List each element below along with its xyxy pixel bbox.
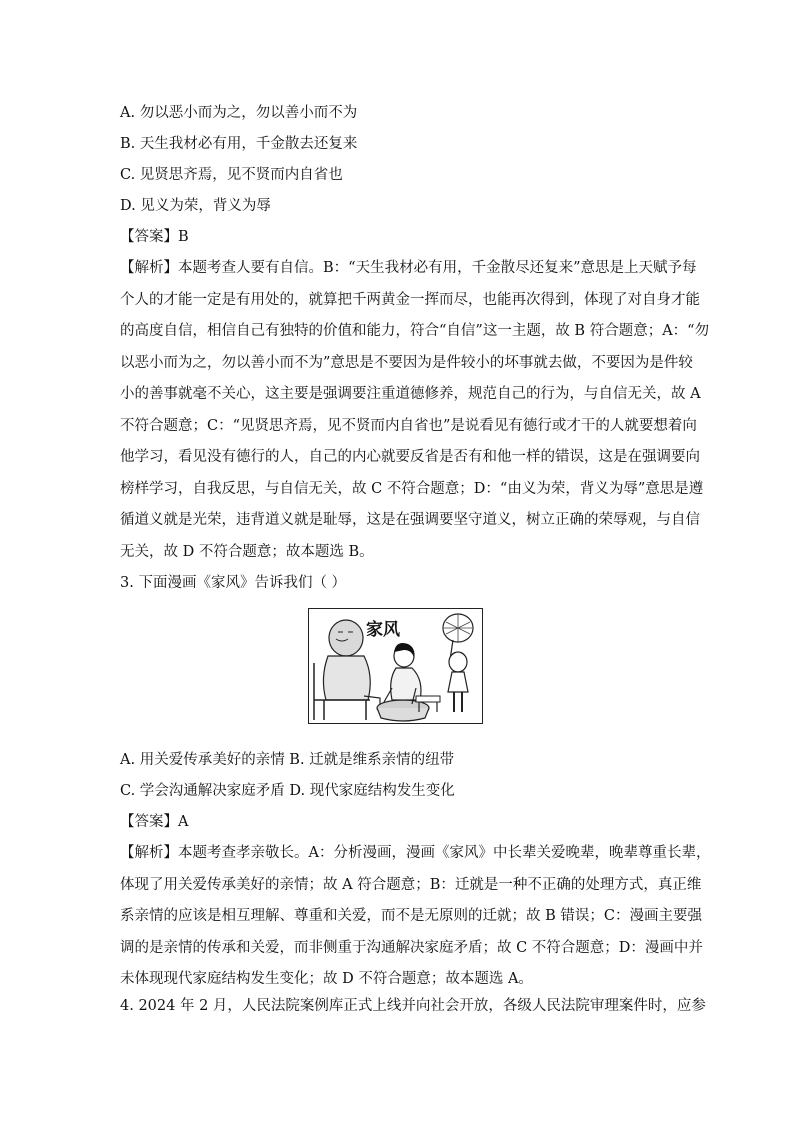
analysis-line: 循道义就是光荣，违背道义就是耻辱，这是在强调要坚守道义，树立正确的荣辱观，与自信 bbox=[120, 512, 700, 528]
analysis-line: 个人的才能一定是有用处的，就算把千两黄金一挥而尽，也能再次得到，体现了对自身才能 bbox=[120, 291, 700, 308]
q3-options-row-1: A. 用关爱传承美好的亲情 B. 迁就是维系亲情的纽带 bbox=[120, 752, 455, 768]
cartoon-family-style bbox=[308, 608, 483, 724]
analysis-line: 的高度自信，相信自己有独特的价值和能力，符合“自信”这一主题，故 B 符合题意；A：“勿 bbox=[120, 323, 710, 339]
analysis-line: 小的善事就毫不关心，这主要是强调要注重道德修养，规范自己的行为，与自信无关，故 A bbox=[120, 386, 701, 402]
analysis-paragraph bbox=[120, 843, 711, 989]
analysis-line: 榜样学习，自我反思，与自信无关，故 C 不符合题意；D：“由义为荣，背义为辱”意思是遵 bbox=[120, 480, 704, 497]
analysis-line: 不符合题意；C：“见贤思齐焉，见不贤而内自省也”是说看见有德行或才干的人就要想着向 bbox=[120, 417, 697, 434]
analysis-paragraph bbox=[120, 258, 710, 562]
analysis-line: 【解析】本题考查孝亲敬长。A：分析漫画，漫画《家风》中长辈关爱晚辈，晚辈尊重长辈， bbox=[120, 845, 711, 861]
cartoon-title: 家风 bbox=[366, 620, 400, 640]
analysis-line: 【解析】本题考查人要有自信。B：“天生我材必有用，千金散尽还复来”意思是上天赋予每 bbox=[120, 260, 697, 276]
q3-options-row-2: C. 学会沟通解决家庭矛盾 D. 现代家庭结构发生变化 bbox=[120, 783, 455, 799]
option-c: C. 见贤思齐焉，见不贤而内自省也 bbox=[120, 167, 343, 183]
answer-label: 【答案】B bbox=[120, 229, 189, 245]
analysis-line: 以恶小而为之，勿以善小而不为”意思是不要因为是件较小的坏事就去做，不要因为是件较 bbox=[120, 354, 693, 371]
analysis-line: 体现了用关爱传承美好的亲情；故 A 符合题意；B：迁就是一种不正确的处理方式，真正维 bbox=[120, 876, 702, 893]
analysis-line: 他学习，看见没有德行的人，自己的内心就要反省是否有和他一样的错误，这是在强调要向 bbox=[120, 449, 700, 465]
analysis-line: 无关，故 D 不符合题意；故本题选 B。 bbox=[120, 543, 374, 560]
analysis-line: 系亲情的应该是相互理解、尊重和关爱，而不是无原则的迁就；故 B 错误；C：漫画主要强 bbox=[120, 908, 702, 924]
option-d: D. 见义为荣，背义为辱 bbox=[120, 198, 271, 214]
analysis-line: 调的是亲情的传承和关爱，而非侧重于沟通解决家庭矛盾；故 C 不符合题意；D：漫画中并 bbox=[120, 939, 703, 956]
question-4-stem: 4. 2024 年 2 月，人民法院案例库正式上线并向社会开放，各级人民法院审理案件时，应参 bbox=[120, 998, 706, 1014]
answer-label: 【答案】A bbox=[120, 814, 189, 830]
analysis-line: 未体现现代家庭结构发生变化；故 D 不符合题意；故本题选 A。 bbox=[120, 971, 533, 987]
question-3-stem: 3. 下面漫画《家风》告诉我们（ ） bbox=[120, 575, 347, 591]
option-b: B. 天生我材必有用，千金散去还复来 bbox=[120, 136, 358, 152]
option-a: A. 勿以恶小而为之，勿以善小而不为 bbox=[120, 105, 358, 121]
